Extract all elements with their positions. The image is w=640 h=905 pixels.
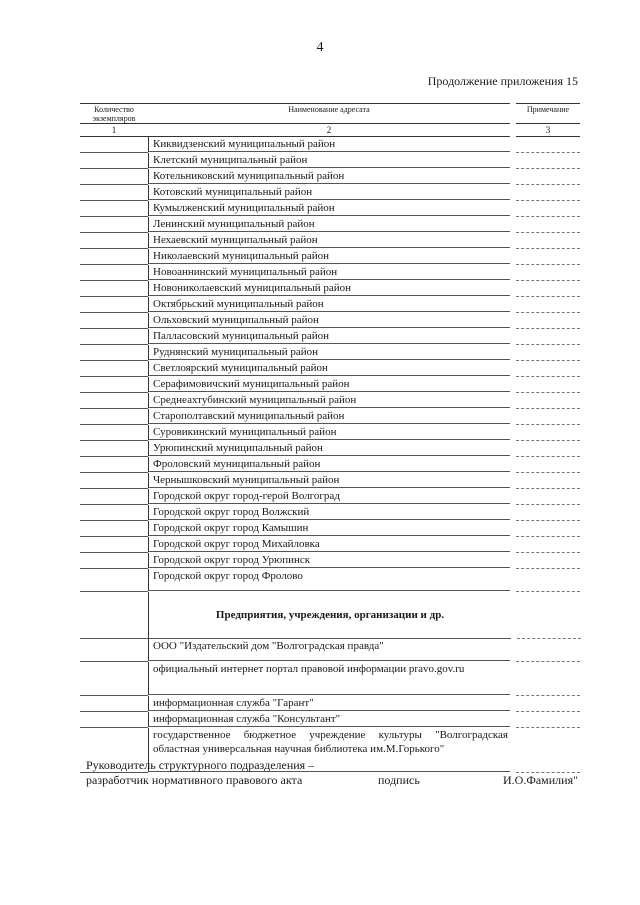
table-row (80, 457, 580, 473)
addressee-cell: Киквидзенский муниципальный район (148, 137, 510, 152)
addressee-cell: ООО "Издательский дом "Волгоградская правда" (148, 639, 510, 661)
addressee-cell: Ольховский муниципальный район (148, 313, 510, 328)
table-row (80, 361, 580, 377)
signature-block (86, 758, 586, 788)
signature-position-line2: разработчик нормативного правового акта (86, 773, 303, 787)
table-column-numbers-row (80, 123, 580, 137)
table-row (80, 233, 580, 249)
table-row (80, 345, 580, 361)
appendix-continuation-label: Продолжение приложения 15 (427, 74, 578, 88)
table-row (80, 217, 580, 233)
addressee-cell: Новониколаевский муниципальный район (148, 281, 510, 296)
column-number-3: 3 (516, 123, 580, 137)
addressee-cell: Нехаевский муниципальный район (148, 233, 510, 248)
table-row (80, 473, 580, 489)
table-row (80, 521, 580, 537)
table-row (80, 393, 580, 409)
addressee-cell: Чернышковский муниципальный район (148, 473, 510, 488)
table-row (80, 441, 580, 457)
addressee-cell: Среднеахтубинский муниципальный район (148, 393, 510, 408)
addressee-cell: Городской округ город Волжский (148, 505, 510, 520)
section-heading: Предприятия, учреждения, организации и др. (148, 592, 511, 639)
table-row (80, 696, 580, 712)
addressee-cell: Ленинский муниципальный район (148, 217, 510, 232)
table-row (80, 409, 580, 425)
addressee-cell: Фроловский муниципальный район (148, 457, 510, 472)
table-row (80, 185, 580, 201)
addressee-cell: Городской округ город Камышин (148, 521, 510, 536)
table-row (80, 265, 580, 281)
addressee-cell: Николаевский муниципальный район (148, 249, 510, 264)
table-row (80, 313, 580, 329)
distribution-table (80, 103, 580, 773)
addressee-cell: государственное бюджетное учреждение культуры "Волгоградская областная универсальная научная библиотека им.М.Горького" (148, 728, 510, 772)
addressee-cell: Октябрьский муниципальный район (148, 297, 510, 312)
addressee-cell: Котовский муниципальный район (148, 185, 510, 200)
table-row (80, 377, 580, 393)
column-number-2: 2 (148, 123, 510, 137)
addressee-cell: Новоаннинский муниципальный район (148, 265, 510, 280)
addressee-cell: информационная служба "Гарант" (148, 696, 510, 711)
table-row (80, 569, 580, 592)
table-row (80, 281, 580, 297)
municipal-rows (80, 137, 580, 569)
addressee-cell: Светлоярский муниципальный район (148, 361, 510, 376)
header-note: Примечание (516, 103, 580, 123)
addressee-cell: Руднянский муниципальный район (148, 345, 510, 360)
table-row (80, 553, 580, 569)
table-row (80, 137, 580, 153)
table-row (80, 662, 580, 696)
addressee-cell: Старополтавский муниципальный район (148, 409, 510, 424)
name-label: И.О.Фамилия" (503, 773, 578, 787)
addressee-cell: Городской округ город Фролово (148, 569, 510, 591)
page-number: 4 (316, 40, 324, 55)
signature-position-line1: Руководитель структурного подразделения – (86, 758, 315, 772)
table-header-row (80, 103, 580, 123)
addressee-cell: информационная служба "Консультант" (148, 712, 510, 727)
addressee-cell: Городской округ город Урюпинск (148, 553, 510, 568)
header-addressee: Наименование адресата (148, 103, 510, 123)
table-row (80, 153, 580, 169)
table-row (80, 201, 580, 217)
addressee-cell: Кумылженский муниципальный район (148, 201, 510, 216)
addressee-cell: Котельниковский муниципальный район (148, 169, 510, 184)
column-number-1: 1 (80, 123, 148, 137)
table-row (80, 712, 580, 728)
table-row (80, 249, 580, 265)
addressee-cell: Городской округ город Михайловка (148, 537, 510, 552)
header-quantity: Количество экземпляров (80, 103, 148, 123)
table-row (80, 505, 580, 521)
addressee-cell: Урюпинский муниципальный район (148, 441, 510, 456)
signature-label: подпись (378, 773, 420, 787)
addressee-cell: официальный интернет портал правовой информации pravo.gov.ru (148, 662, 510, 695)
table-row (80, 425, 580, 441)
table-row (80, 297, 580, 313)
section-heading-row (80, 592, 580, 639)
addressee-cell: Серафимовичский муниципальный район (148, 377, 510, 392)
table-row (80, 537, 580, 553)
addressee-cell: Клетский муниципальный район (148, 153, 510, 168)
table-row (80, 489, 580, 505)
table-row (80, 329, 580, 345)
table-row (80, 169, 580, 185)
addressee-cell: Суровикинский муниципальный район (148, 425, 510, 440)
addressee-cell: Палласовский муниципальный район (148, 329, 510, 344)
addressee-cell: Городской округ город-герой Волгоград (148, 489, 510, 504)
table-row (80, 639, 580, 662)
